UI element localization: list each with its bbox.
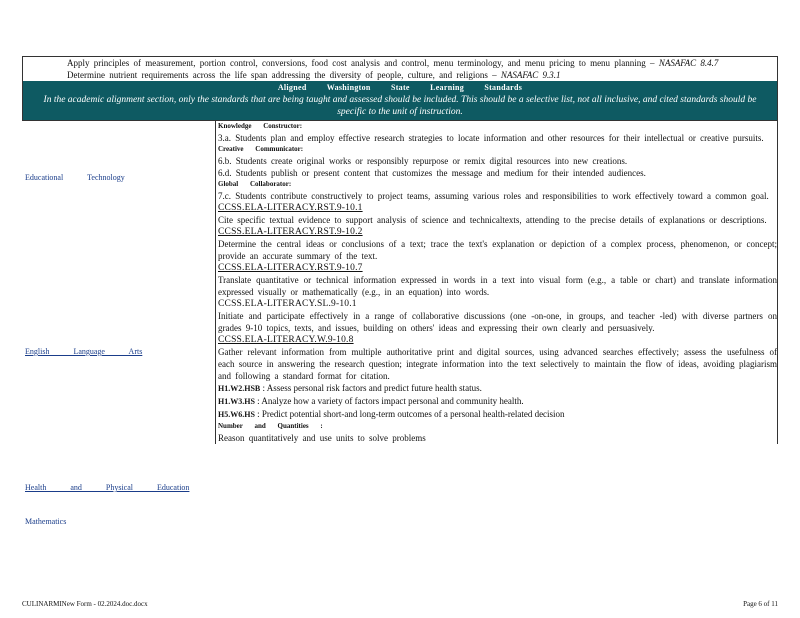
ccss-link[interactable]: CCSS.ELA-LITERACY.RST.9-10.2 <box>218 227 363 237</box>
subject-edtech: Educational Technology <box>25 173 125 182</box>
health-text: : Analyze how a variety of factors impact personal and community health. <box>257 396 524 406</box>
document-page <box>22 56 778 526</box>
list-item <box>23 69 777 81</box>
edtech-standard: 3.a. Students plan and employ effective research strategies to locate information and other resources for their intellectual or creative pursuits. <box>218 133 764 143</box>
ela-standard: Initiate and participate effectively in a range of collaborative discussions (one -on-one, in groups, and teacher -led) with diverse partners on grades 9-10 topics, texts, and issues, building on others' ideas and expressing their own clearly and persuasively. <box>218 311 777 333</box>
ccss-link[interactable]: CCSS.ELA-LITERACY.RST.9-10.1 <box>218 203 363 213</box>
banner-title: Aligned Washington State Learning Standards <box>277 83 523 92</box>
edtech-heading: Global Collaborator: <box>218 180 292 188</box>
subject-math: Mathematics <box>25 517 67 526</box>
health-code: H1.W2.HSB <box>218 384 261 393</box>
banner-note: In the academic alignment section, only the standards that are being taught and assessed should be included. This should be a selective list, not all inclusive, and cited standards should be specific to the unit of instruction. <box>43 95 757 117</box>
footer-page-number: Page 6 of 11 <box>743 600 778 608</box>
edtech-standard: 6.b. Students create original works or responsibly repurpose or remix digital resources into new creations. <box>218 156 628 166</box>
bullet-ref: NASAFAC 9.3.1 <box>500 70 561 80</box>
health-standard <box>218 408 777 421</box>
health-text: : Assess personal risk factors and predict future health status. <box>262 383 482 393</box>
ela-standard: Translate quantitative or technical information expressed in words in a text into visual form (e.g., a table or chart) and translate information expressed visually or mathematically (e.g., in an equation) into words. <box>218 275 777 297</box>
ccss-code: CCSS.ELA-LITERACY.SL.9-10.1 <box>218 299 357 309</box>
health-code: H5.W6.HS <box>218 410 255 419</box>
page-footer <box>22 600 778 608</box>
bullet-ref: NASAFAC 8.4.7 <box>658 58 719 68</box>
standards-banner <box>22 81 778 121</box>
edtech-heading: Creative Communicator: <box>218 145 304 153</box>
standards-column <box>215 121 777 444</box>
bullet-list <box>22 56 778 81</box>
health-text: : Predict potential short-and long-term outcomes of a personal health-related decision <box>257 409 565 419</box>
ccss-link[interactable]: CCSS.ELA-LITERACY.RST.9-10.7 <box>218 263 363 273</box>
subject-ela: English Language Arts <box>25 347 143 356</box>
ela-standard: Gather relevant information from multiple authoritative print and digital sources, using advanced searches effectively; assess the usefulness of each source in answering the research question; integrate information into the text selectively to maintain the flow of ideas, avoiding plagiarism and following a standard format for citation. <box>218 347 777 381</box>
bullet-text: Apply principles of measurement, portion control, conversions, food cost analysis and control, menu terminology, and menu pricing to menu planning – <box>67 58 655 68</box>
subject-health: Health and Physical Education <box>25 483 190 492</box>
bullet-icon <box>39 69 67 81</box>
footer-filename: CULINARMINew Form - 02.2024.doc.docx <box>22 600 148 608</box>
bullet-text: Determine nutrient requirements across the life span addressing the diversity of people, culture, and religions – <box>67 70 497 80</box>
edtech-standard: 7.c. Students contribute constructively to project teams, assuming various roles and responsibilities to work effectively toward a common goal. <box>218 191 769 201</box>
ela-standard: Cite specific textual evidence to support analysis of science and technicaltexts, attending to the precise details of explanations or descriptions. <box>218 215 767 225</box>
math-standard: Reason quantitatively and use units to solve problems <box>218 433 426 443</box>
health-standard <box>218 395 777 408</box>
edtech-standard: 6.d. Students publish or present content that customizes the message and medium for their intended audiences. <box>218 168 646 178</box>
ccss-link[interactable]: CCSS.ELA-LITERACY.W.9-10.8 <box>218 335 354 345</box>
math-heading: Number and Quantities : <box>218 422 323 430</box>
edtech-heading: Knowledge Constructor: <box>218 122 303 130</box>
health-code: H1.W3.HS <box>218 397 255 406</box>
bullet-icon <box>39 57 67 69</box>
standards-table <box>22 121 778 526</box>
subject-column <box>22 121 215 526</box>
list-item <box>23 57 777 69</box>
ela-standard: Determine the central ideas or conclusions of a text; trace the text's explanation or depiction of a complex process, phenomenon, or concept; provide an accurate summary of the text. <box>218 239 777 261</box>
health-standard <box>218 382 777 395</box>
